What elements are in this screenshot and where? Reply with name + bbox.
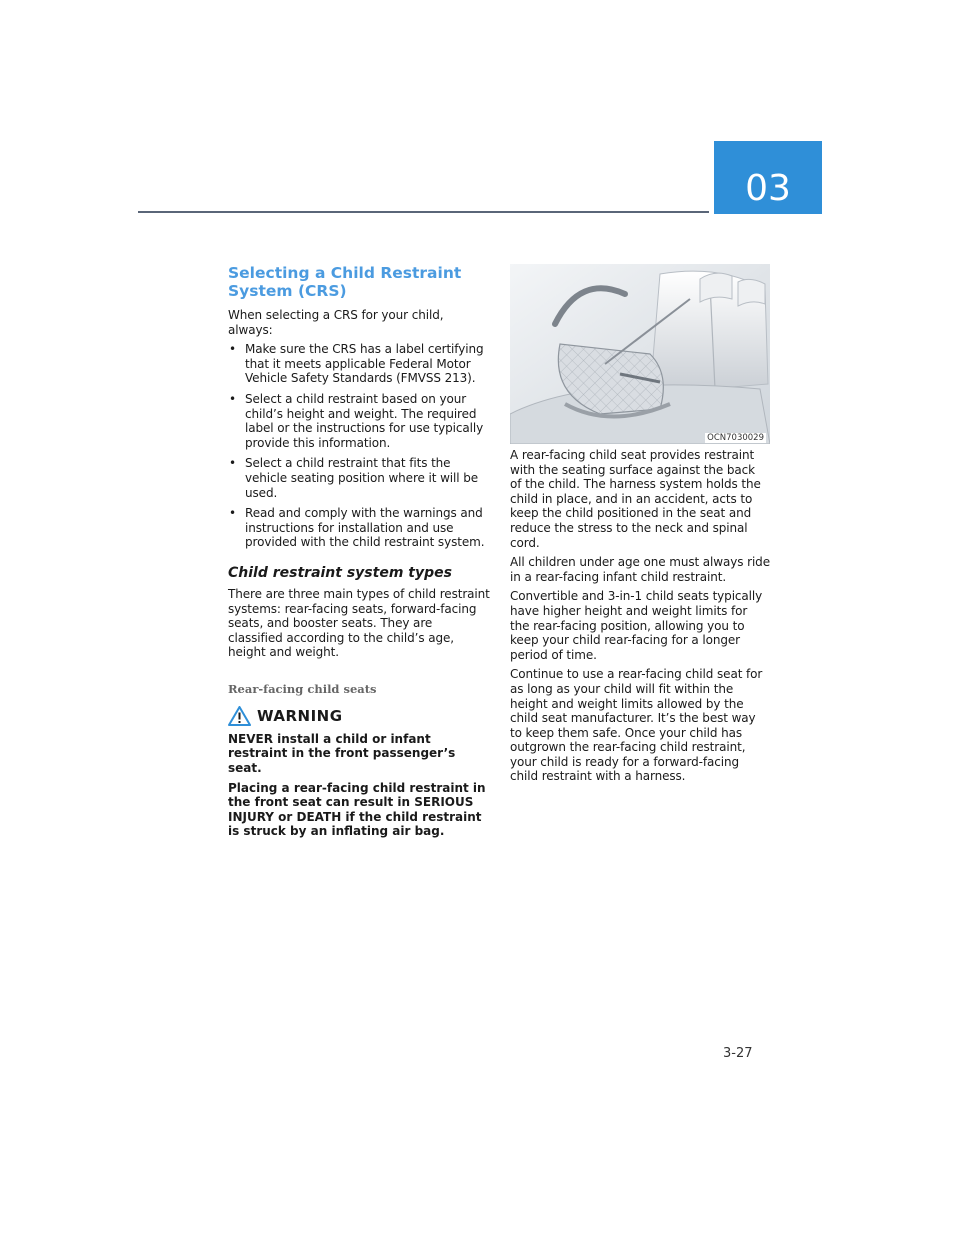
rear-facing-text-3: Convertible and 3-in-1 child seats typically have higher height and weight limits for the rear-facing position, allowing you to keep your child rear-facing for a longer period of time. bbox=[510, 589, 763, 662]
figure-caption: OCN7030029 bbox=[707, 433, 764, 443]
bullet-dot-icon: • bbox=[229, 506, 236, 521]
subheading-crs-types: Child restraint system types bbox=[228, 564, 452, 581]
right-column bbox=[510, 264, 770, 789]
bullet-dot-icon: • bbox=[229, 456, 236, 471]
warning-triangle-icon bbox=[228, 706, 251, 726]
warning-header bbox=[228, 706, 490, 726]
rear-facing-seat-illustration bbox=[510, 264, 770, 444]
warning-text-2: Placing a rear-facing child restraint in the front seat can result in SERIOUS INJURY or DEATH if the child restraint is struck by an inflating air bag. bbox=[228, 780, 486, 839]
warning-title: WARNING bbox=[257, 706, 343, 725]
rear-facing-text-4: Continue to use a rear-facing child seat for as long as your child will fit within the height and weight limits allowed by the child seat manufacturer. It’s the best way to keep them safe. Once your child has outgrown the rear-facing child restraint, your child is ready for a forward-facing child restraint with a harness. bbox=[510, 667, 763, 784]
rear-facing-text-1: A rear-facing child seat provides restraint with the seating surface against the back of the child. The harness system holds the child in place, and in an accident, acts to keep the child positioned in the seat and reduce the stress to the neck and spinal cord. bbox=[510, 448, 761, 550]
chapter-tab: 03 bbox=[714, 141, 822, 214]
crs-bullet-list bbox=[228, 342, 490, 550]
bullet-item: • Make sure the CRS has a label certifying that it meets applicable Federal Motor Vehicle Safety Standards (FMVSS 213). bbox=[229, 342, 484, 386]
bullet-item: • Read and comply with the warnings and instructions for installation and use provided with the child restraint system. bbox=[229, 506, 485, 550]
bullet-item: • Select a child restraint based on your child’s height and weight. The required label or the instructions for use typically provide this information. bbox=[229, 391, 484, 450]
intro-text: When selecting a CRS for your child, always: bbox=[228, 308, 444, 337]
bullet-dot-icon: • bbox=[229, 391, 236, 406]
car-seat-drawing bbox=[510, 264, 770, 444]
header-rule bbox=[138, 211, 709, 213]
page-number: 3-27 bbox=[723, 1046, 753, 1061]
section-title: Selecting a Child Restraint System (CRS) bbox=[228, 264, 462, 300]
subheading-rear-facing: Rear-facing child seats bbox=[228, 681, 377, 696]
warning-text-1: NEVER install a child or infant restraint in the front passenger’s seat. bbox=[228, 731, 456, 776]
types-text: There are three main types of child restraint systems: rear-facing seats, forward-facing seats, and booster seats. They are classified according to the child’s age, height and weight. bbox=[228, 586, 490, 660]
bullet-item: • Select a child restraint that fits the vehicle seating position where it will be used. bbox=[229, 456, 479, 500]
left-column bbox=[228, 264, 490, 844]
bullet-dot-icon: • bbox=[229, 342, 236, 357]
rear-facing-text-2: All children under age one must always ride in a rear-facing infant child restraint. bbox=[510, 555, 770, 584]
